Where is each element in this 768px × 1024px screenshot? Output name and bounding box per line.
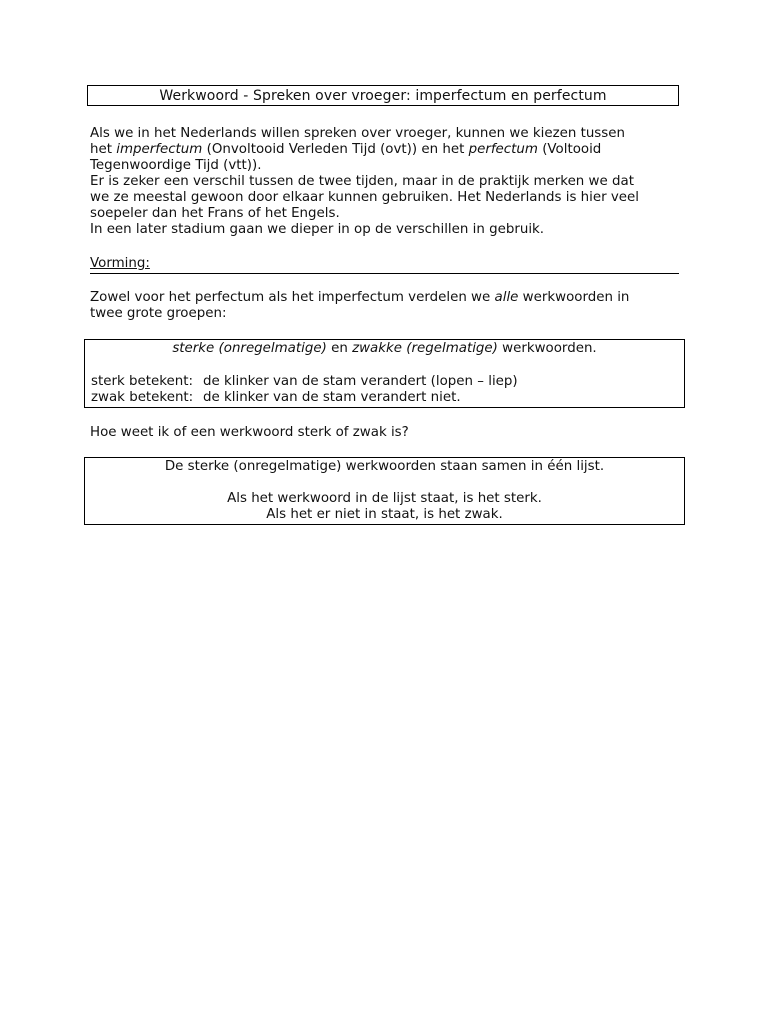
groups-line-1: Zowel voor het perfectum als het imperfectum verdelen we alle werkwoorden in [90, 290, 630, 305]
section-heading-vorming [90, 256, 679, 274]
strong-verbs-box [84, 457, 685, 525]
term-imperfectum: imperfectum [116, 142, 203, 157]
groups-paragraph [90, 290, 690, 322]
intro-line-3: Tegenwoordige Tijd (vtt)). [90, 158, 262, 173]
term-perfectum: perfectum [468, 142, 538, 157]
groups-line-2: twee grote groepen: [90, 306, 227, 321]
page-title: Werkwoord - Spreken over vroeger: imperfectum en perfectum [87, 85, 679, 106]
intro-line-5: we ze meestal gewoon door elkaar kunnen gebruiken. Het Nederlands is hier veel [90, 190, 640, 205]
strong-verbs-line-3: Als het er niet in staat, is het zwak. [266, 507, 503, 522]
verb-groups-heading: sterke (onregelmatige) en zwakke (regelmatige) werkwoorden. [172, 341, 597, 356]
definition-zwak-text: de klinker van de stam verandert niet. [203, 390, 461, 405]
intro-line-6: soepeler dan het Frans of het Engels. [90, 206, 340, 221]
intro-line-1: Als we in het Nederlands willen spreken over vroeger, kunnen we kiezen tussen [90, 126, 625, 141]
definition-sterk [91, 374, 518, 390]
definition-sterk-label: sterk betekent: [91, 374, 193, 389]
intro-line-2: het imperfectum (Onvoltooid Verleden Tijd (ovt)) en het perfectum (Voltooid [90, 142, 602, 157]
strong-verbs-line-1: De sterke (onregelmatige) werkwoorden staan samen in één lijst. [164, 459, 605, 474]
definition-zwak [91, 390, 461, 406]
definition-zwak-label: zwak betekent: [91, 390, 194, 405]
question-line: Hoe weet ik of een werkwoord sterk of zwak is? [90, 425, 409, 440]
intro-line-7: In een later stadium gaan we dieper in op de verschillen in gebruik. [90, 222, 545, 237]
intro-paragraph [90, 126, 690, 238]
vorming-label: Vorming: [90, 256, 150, 271]
verb-groups-box [84, 339, 685, 408]
term-alle: alle [494, 290, 519, 305]
definition-sterk-text: de klinker van de stam verandert (lopen – liep) [203, 374, 518, 389]
strong-verbs-line-2: Als het werkwoord in de lijst staat, is het sterk. [227, 491, 542, 506]
question-paragraph [90, 425, 690, 441]
intro-line-4: Er is zeker een verschil tussen de twee tijden, maar in de praktijk merken we dat [90, 174, 634, 189]
